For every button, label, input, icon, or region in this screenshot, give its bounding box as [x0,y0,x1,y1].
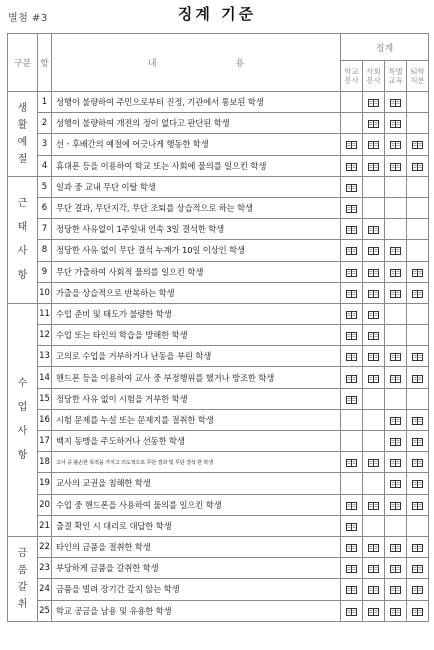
discipline-mark-cell [341,219,363,240]
discipline-mark-cell [385,409,407,430]
book-icon [412,163,423,171]
book-icon [390,608,401,616]
discipline-mark-cell [385,155,407,176]
table-row [8,240,429,261]
discipline-mark-cell [407,367,429,388]
book-icon [412,353,423,361]
book-icon [368,586,379,594]
row-description: 수업 중 핸드폰을 사용하여 물의를 일으킨 학생 [52,494,341,515]
table-row [8,579,429,600]
discipline-mark-cell [341,197,363,218]
table-row [8,113,429,134]
book-icon [390,586,401,594]
discipline-mark-cell [341,558,363,579]
discipline-mark-cell [407,515,429,536]
discipline-mark-cell [385,282,407,303]
discipline-mark-cell [363,600,385,621]
header-expulsion: 퇴학처분 [407,61,429,92]
book-icon [412,141,423,149]
book-icon [368,353,379,361]
book-icon [412,459,423,467]
book-icon [346,141,357,149]
table-row [8,155,429,176]
table-row [8,197,429,218]
discipline-mark-cell [407,197,429,218]
discipline-mark-cell [341,579,363,600]
discipline-mark-cell [407,325,429,346]
row-number: 7 [38,219,52,240]
book-icon [412,586,423,594]
book-icon [368,565,379,573]
table-row [8,134,429,155]
discipline-mark-cell [363,558,385,579]
discipline-mark-cell [363,367,385,388]
row-number: 15 [38,388,52,409]
discipline-mark-cell [363,219,385,240]
discipline-mark-cell [363,261,385,282]
row-number: 11 [38,303,52,324]
row-description: 백지 동맹을 주도하거나 선동한 학생 [52,431,341,452]
row-number: 10 [38,282,52,303]
book-icon [368,226,379,234]
book-icon [390,375,401,383]
book-icon [390,247,401,255]
discipline-mark-cell [341,282,363,303]
discipline-mark-cell [385,367,407,388]
discipline-mark-cell [341,240,363,261]
category-cell [8,92,38,177]
table-row [8,600,429,621]
discipline-mark-cell [363,473,385,494]
book-icon [390,290,401,298]
book-icon [368,608,379,616]
book-icon [346,290,357,298]
book-icon [412,502,423,510]
discipline-mark-cell [407,346,429,367]
discipline-mark-cell [407,261,429,282]
row-description: 부당하게 금품을 갈취한 학생 [52,558,341,579]
discipline-mark-cell [385,219,407,240]
discipline-mark-cell [363,579,385,600]
category-cell [8,176,38,303]
book-icon [346,608,357,616]
row-number: 9 [38,261,52,282]
category-label: 금품갈취 [17,547,28,610]
book-icon [346,375,357,383]
discipline-mark-cell [385,346,407,367]
discipline-mark-cell [363,431,385,452]
discipline-mark-cell [341,367,363,388]
row-number: 25 [38,600,52,621]
row-number: 5 [38,176,52,197]
table-row [8,494,429,515]
row-description: 성행이 불량하여 개전의 정이 없다고 판단된 학생 [52,113,341,134]
discipline-mark-cell [363,346,385,367]
book-icon [390,353,401,361]
discipline-mark-cell [363,325,385,346]
discipline-mark-cell [341,303,363,324]
discipline-mark-cell [341,409,363,430]
book-icon [346,502,357,510]
discipline-mark-cell [407,600,429,621]
category-label: 생활예절 [17,102,28,165]
row-description: 정당한 사유없이 1주일내 연속 3일 결석한 학생 [52,219,341,240]
book-icon [368,141,379,149]
discipline-mark-cell [341,473,363,494]
discipline-mark-cell [341,346,363,367]
discipline-mark-cell [407,473,429,494]
header-community-service: 사회봉사 [363,61,385,92]
row-number: 8 [38,240,52,261]
book-icon [346,523,357,531]
discipline-mark-cell [407,494,429,515]
book-icon [412,480,423,488]
row-description: 타인의 금품을 절취한 학생 [52,536,341,557]
book-icon [412,269,423,277]
book-icon [368,99,379,107]
discipline-mark-cell [407,155,429,176]
book-icon [412,290,423,298]
row-description: 수업 또는 타인의 학습을 방해한 학생 [52,325,341,346]
book-icon [390,459,401,467]
row-number: 23 [38,558,52,579]
book-icon [346,163,357,171]
discipline-mark-cell [363,388,385,409]
category-cell [8,303,38,536]
row-number: 16 [38,409,52,430]
book-icon [412,438,423,446]
header-category: 구분 [8,34,38,92]
header-number: 항 [38,34,52,92]
row-description: 학교 공금을 남용 및 유용한 학생 [52,600,341,621]
book-icon [368,269,379,277]
book-icon [390,99,401,107]
attachment-label: 별첨 #3 [8,13,48,24]
row-number: 17 [38,431,52,452]
table-row [8,558,429,579]
header-discipline: 징계 [341,34,429,61]
discipline-mark-cell [363,240,385,261]
discipline-mark-cell [363,303,385,324]
row-description: 수업 준비 및 태도가 불량한 학생 [52,303,341,324]
book-icon [346,247,357,255]
discipline-mark-cell [341,388,363,409]
discipline-mark-cell [407,113,429,134]
book-icon [368,459,379,467]
discipline-mark-cell [407,579,429,600]
book-icon [346,586,357,594]
book-icon [390,120,401,128]
table-row [8,367,429,388]
discipline-mark-cell [407,240,429,261]
discipline-mark-cell [341,325,363,346]
discipline-mark-cell [363,494,385,515]
table-row [8,431,429,452]
discipline-mark-cell [407,536,429,557]
discipline-mark-cell [363,282,385,303]
category-label: 근태사항 [17,197,28,281]
row-description: 시험 문제를 누설 또는 문제지를 절취한 학생 [52,409,341,430]
discipline-mark-cell [363,176,385,197]
discipline-mark-cell [363,92,385,113]
table-row [8,325,429,346]
discipline-mark-cell [363,134,385,155]
book-icon [412,565,423,573]
book-icon [346,396,357,404]
book-icon [390,269,401,277]
book-icon [368,163,379,171]
header-school-service: 학교봉사 [341,61,363,92]
row-description: 정당한 사유 없이 무단 결석 누계가 10일 이상인 학생 [52,240,341,261]
book-icon [346,205,357,213]
row-description: 정당한 사유 없이 시험을 거부한 학생 [52,388,341,409]
table-row [8,473,429,494]
book-icon [390,417,401,425]
discipline-mark-cell [385,579,407,600]
row-description: 휴대폰 등을 이용하여 학교 또는 사회에 물의를 일으킨 학생 [52,155,341,176]
discipline-mark-cell [407,409,429,430]
row-number: 19 [38,473,52,494]
discipline-mark-cell [385,176,407,197]
book-icon [368,502,379,510]
row-description: 가출을 상습적으로 반복하는 학생 [52,282,341,303]
category-label: 수업사항 [17,377,28,461]
book-icon [368,544,379,552]
table-row [8,452,429,473]
book-icon [412,417,423,425]
book-icon [368,290,379,298]
discipline-mark-cell [385,536,407,557]
row-description: 핸드폰 등을 이용하여 교사 중 부정행위를 했거나 방조한 학생 [52,367,341,388]
discipline-mark-cell [407,176,429,197]
row-number: 3 [38,134,52,155]
discipline-mark-cell [363,113,385,134]
discipline-mark-cell [385,197,407,218]
row-number: 24 [38,579,52,600]
row-description: 교사의 교권을 침해한 학생 [52,473,341,494]
row-number: 20 [38,494,52,515]
book-icon [368,120,379,128]
discipline-mark-cell [341,431,363,452]
discipline-mark-cell [341,134,363,155]
book-icon [390,163,401,171]
discipline-mark-cell [341,92,363,113]
discipline-mark-cell [385,388,407,409]
discipline-mark-cell [385,558,407,579]
row-description: 무단 가출하여 사회적 물의를 일으킨 학생 [52,261,341,282]
discipline-mark-cell [341,452,363,473]
table-row [8,176,429,197]
book-icon [346,353,357,361]
discipline-mark-cell [341,113,363,134]
row-number: 1 [38,92,52,113]
discipline-mark-cell [385,113,407,134]
row-number: 4 [38,155,52,176]
book-icon [390,438,401,446]
row-number: 18 [38,452,52,473]
discipline-mark-cell [385,494,407,515]
discipline-mark-cell [341,155,363,176]
row-number: 21 [38,515,52,536]
discipline-mark-cell [341,494,363,515]
row-number: 14 [38,367,52,388]
discipline-mark-cell [407,219,429,240]
discipline-mark-cell [341,261,363,282]
discipline-mark-cell [385,240,407,261]
book-icon [412,375,423,383]
discipline-mark-cell [385,325,407,346]
discipline-mark-cell [407,452,429,473]
book-icon [368,332,379,340]
discipline-mark-cell [385,431,407,452]
row-description: 선ㆍ후배간의 예절에 어긋나게 행동한 학생 [52,134,341,155]
page-title: 징계 기준 [177,5,257,23]
discipline-mark-cell [407,303,429,324]
discipline-mark-cell [407,282,429,303]
row-description: 고의로 수업을 거부하거나 난동을 부린 학생 [52,346,341,367]
header-special-education: 특별교육 [385,61,407,92]
book-icon [346,311,357,319]
table-row [8,92,429,113]
book-icon [390,502,401,510]
table-row [8,409,429,430]
table-body [8,92,429,622]
row-number: 6 [38,197,52,218]
table-row [8,303,429,324]
discipline-mark-cell [341,536,363,557]
row-description: 금품을 빌려 장기간 갚지 않는 학생 [52,579,341,600]
discipline-mark-cell [385,303,407,324]
table-row [8,282,429,303]
table-row [8,388,429,409]
book-icon [368,247,379,255]
book-icon [390,565,401,573]
table-row [8,346,429,367]
book-icon [346,184,357,192]
row-number: 13 [38,346,52,367]
discipline-mark-cell [385,261,407,282]
discipline-mark-cell [407,134,429,155]
category-cell [8,536,38,621]
discipline-table [7,33,429,622]
row-number: 12 [38,325,52,346]
book-icon [346,226,357,234]
row-description: 성행이 불량하여 주민으로부터 진정, 기관에서 통보된 학생 [52,92,341,113]
book-icon [390,544,401,552]
discipline-mark-cell [407,431,429,452]
discipline-mark-cell [385,452,407,473]
book-icon [346,565,357,573]
discipline-mark-cell [385,600,407,621]
header-content: 내 용 [52,34,341,92]
discipline-mark-cell [341,600,363,621]
discipline-mark-cell [385,92,407,113]
discipline-mark-cell [363,409,385,430]
book-icon [368,311,379,319]
table-row [8,536,429,557]
book-icon [346,459,357,467]
discipline-mark-cell [363,515,385,536]
book-icon [390,480,401,488]
table-row [8,219,429,240]
book-icon [412,608,423,616]
book-icon [368,375,379,383]
row-description: 출결 확인 시 대리로 대답한 학생 [52,515,341,536]
book-icon [412,544,423,552]
table-row [8,261,429,282]
discipline-mark-cell [363,155,385,176]
discipline-mark-cell [341,176,363,197]
discipline-mark-cell [407,92,429,113]
row-description: 무단 결과, 무단지각, 무단 조퇴를 상습적으로 하는 학생 [52,197,341,218]
row-description: 고사 중 불손한 목적을 가지고 의도적으로 무단 결과 및 무단 결석 한 학생 [52,452,341,473]
book-icon [346,332,357,340]
table-row [8,515,429,536]
discipline-mark-cell [385,134,407,155]
discipline-mark-cell [341,515,363,536]
row-number: 22 [38,536,52,557]
discipline-mark-cell [363,536,385,557]
book-icon [346,269,357,277]
book-icon [390,141,401,149]
row-number: 2 [38,113,52,134]
discipline-mark-cell [385,473,407,494]
discipline-mark-cell [363,197,385,218]
row-description: 일과 중 교내 무단 이탈 학생 [52,176,341,197]
discipline-mark-cell [407,388,429,409]
discipline-mark-cell [385,515,407,536]
discipline-mark-cell [363,452,385,473]
discipline-mark-cell [407,558,429,579]
book-icon [346,544,357,552]
